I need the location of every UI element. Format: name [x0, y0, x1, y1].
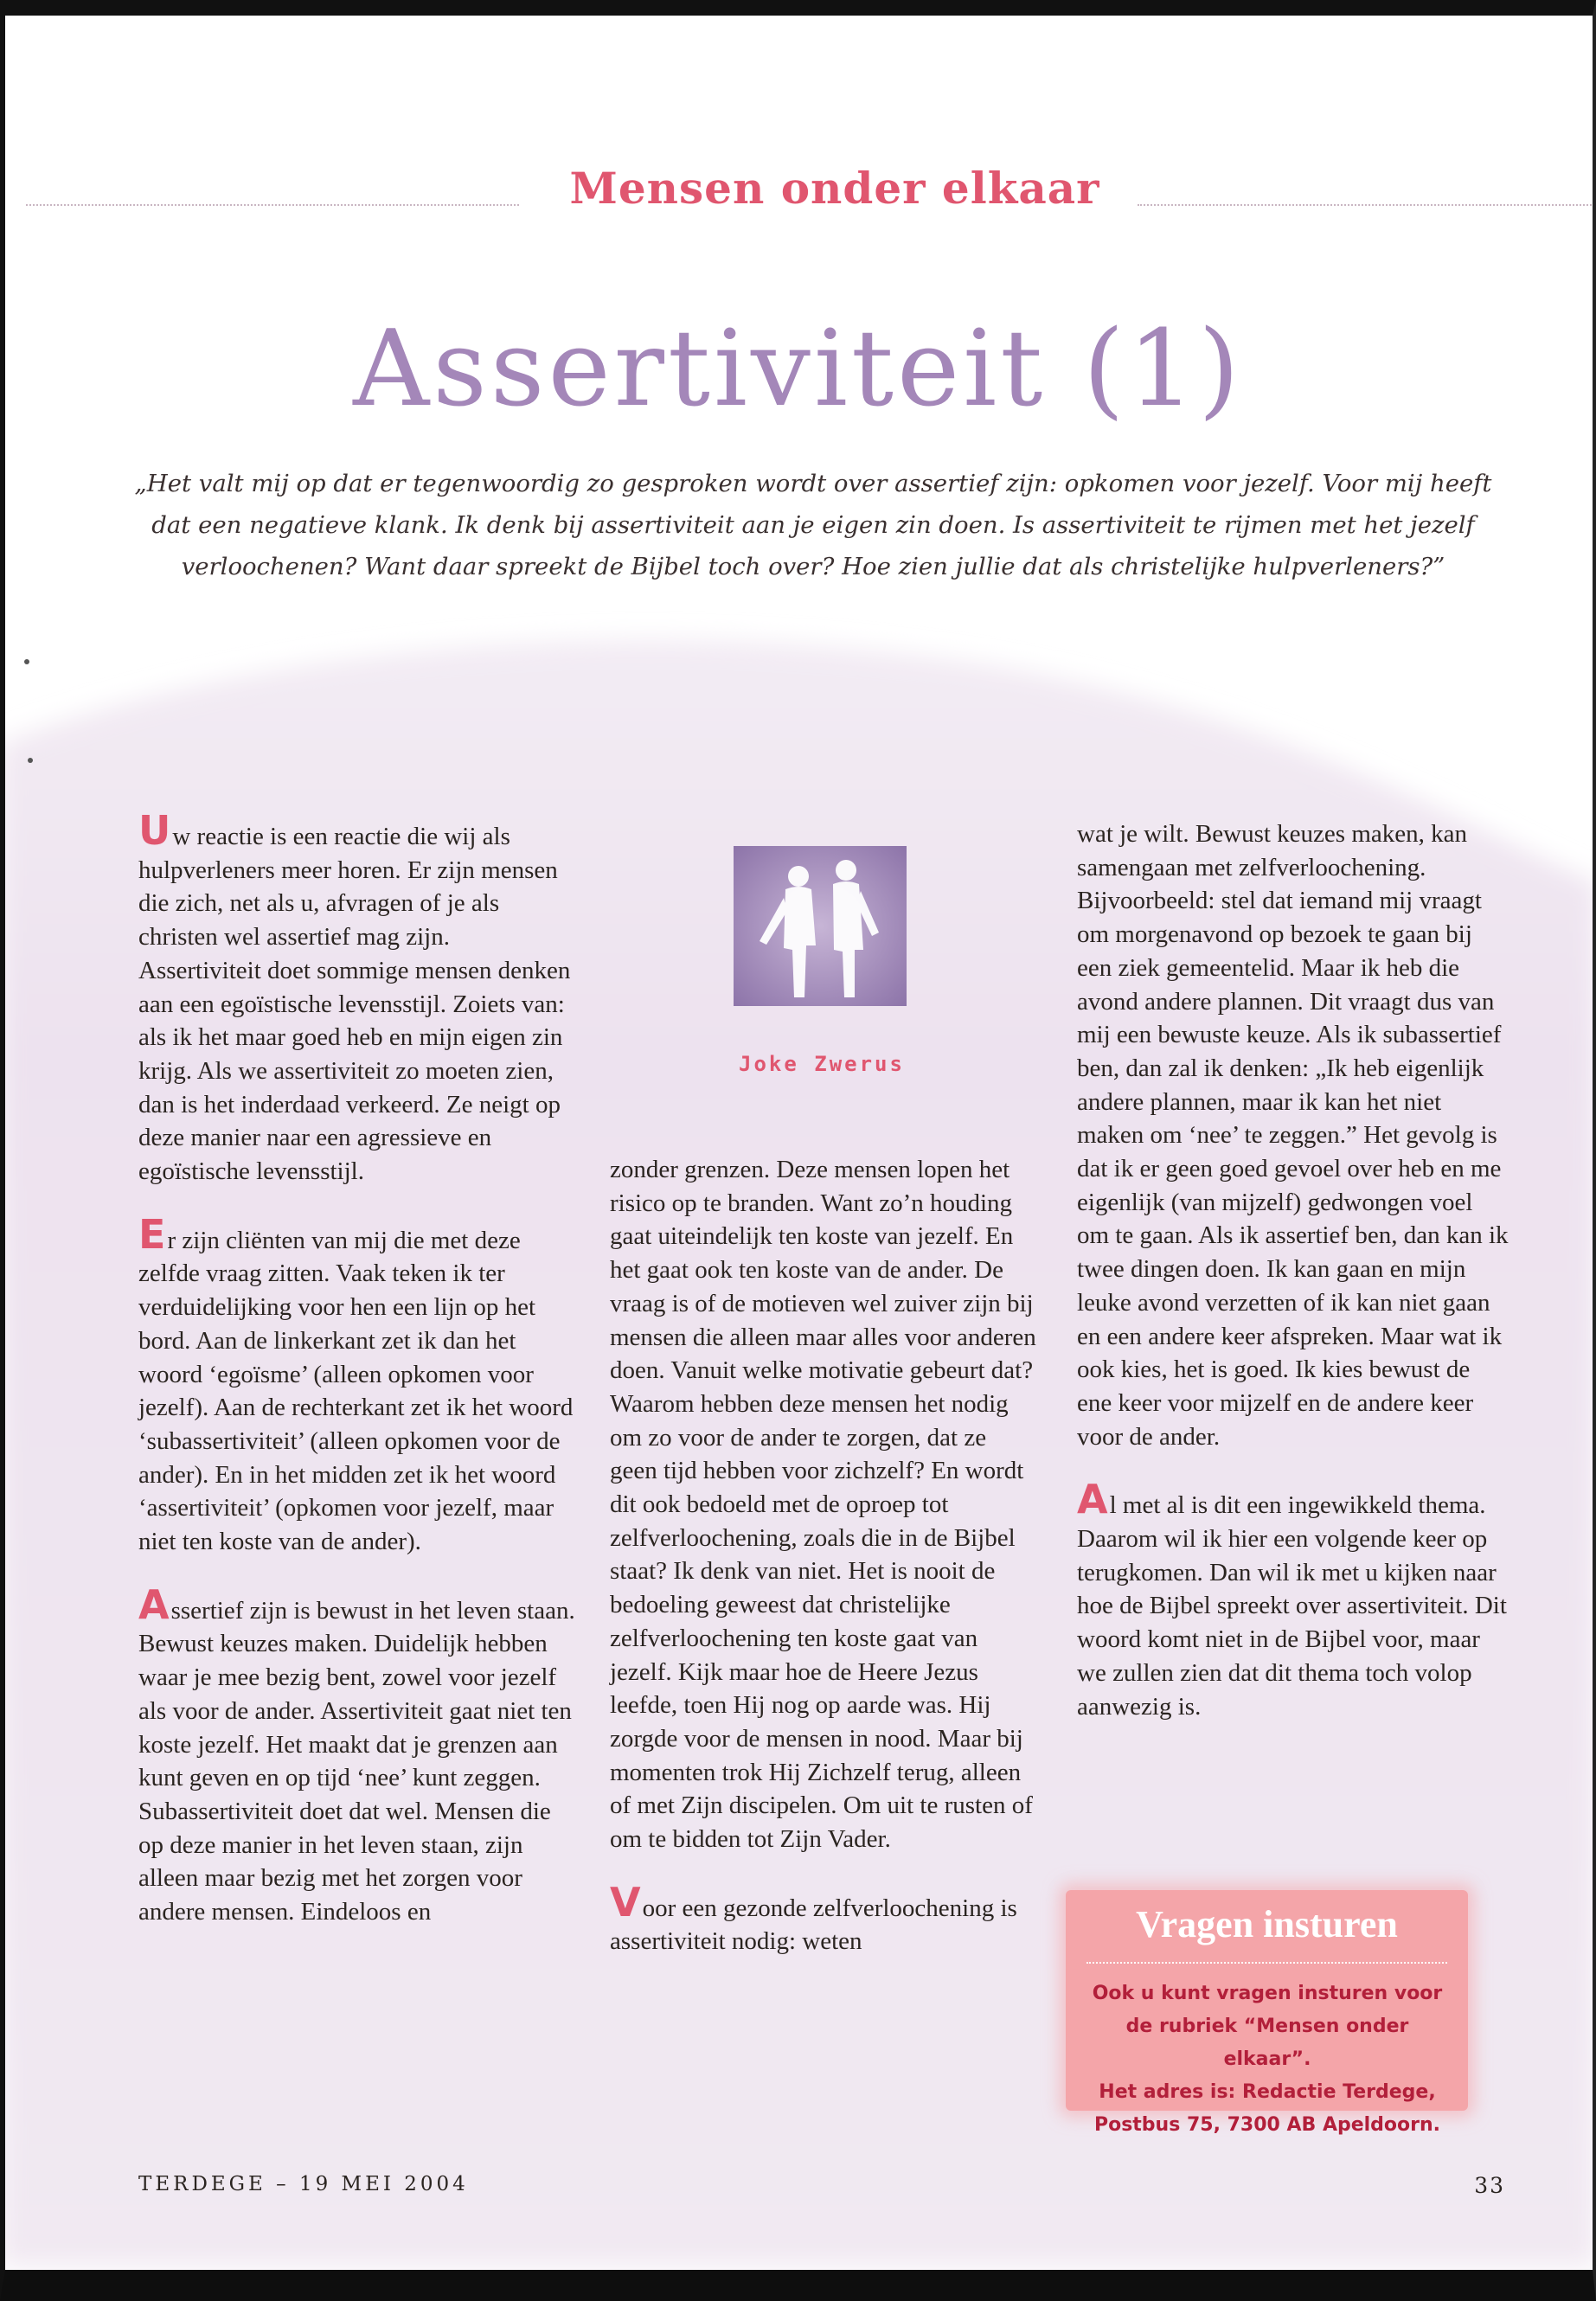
box-dotted-rule — [1086, 1962, 1447, 1964]
paragraph — [138, 807, 575, 1189]
two-figures-illustration-icon — [734, 846, 907, 1006]
box-title: Vragen insturen — [1136, 1903, 1398, 1945]
paragraph-text: ssertief zijn is bewust in het leven staan. Bewust keuzes maken. Duidelijk hebben waar je mee bezig bent, zowel voor jezelf als voor de ander. Assertiviteit gaat niet ten koste jezelf. Het maakt dat je grenzen aan kunt geven en op tijd ‘nee’ kunt zeggen. Subassertiviteit doet dat wel. Mensen die op deze manier in het leven staan, zijn alleen maar bezig met het zorgen voor andere mensen. Eindeloos en — [138, 1596, 575, 1926]
rubric-title: Mensen onder elkaar — [569, 163, 1100, 214]
drop-cap: V — [610, 1878, 641, 1926]
intro-question: „Het valt mij op dat er tegenwoordig zo gesproken wordt over assertief zijn: opkomen voor jezelf. Voor mij heeft dat een negatieve klank. Ik denk bij assertiviteit aan je eigen zin doen. Is assertiviteit te rijmen met het jezelf verloochenen? Want daar spreekt de Bijbel toch over? Hoe zien jullie dat als christelijke hulpverleners?” — [134, 470, 1492, 580]
box-text — [1081, 1977, 1453, 2142]
drop-cap: U — [138, 807, 171, 854]
scan-mark — [28, 758, 33, 763]
footer-publication: TERDEGE – 19 MEI 2004 — [138, 2173, 469, 2195]
paragraph-text: oor een gezonde zelfverloochening is assertiviteit nodig: weten — [610, 1894, 1017, 1956]
box-line: de rubriek “Mensen onder elkaar”. — [1125, 2016, 1409, 2070]
dotted-rule-left — [26, 204, 519, 206]
column-2 — [610, 1153, 1038, 1991]
paragraph — [610, 1878, 1038, 1958]
article-headline: Assertiviteit (1) — [353, 307, 1243, 430]
paragraph-text: zonder grenzen. Deze mensen lopen het risico op te branden. Want zo’n houding gaat uiteindelijk ten koste van jezelf. En het gaat ook ten koste van de ander. De vraag is of de motieven wel zuiver zijn bij mensen die alleen maar alles voor anderen doen. Vanuit welke motivatie gebeurt dat? Waarom hebben deze mensen het nodig om zo voor de ander te zorgen, dat ze geen tijd hebben voor zichzelf? En wordt dit ook bedoeld met de oproep tot zelfverloochening, zoals die in de Bijbel staat? Ik denk van niet. Het is nooit de bedoeling geweest dat christelijke zelfverloochening ten koste gaat van jezelf. Kijk maar hoe de Heere Jezus leefde, toen Hij nog op aarde was. Hij zorgde voor de mensen in nood. Maar bij momenten trok Hij Zichzelf terug, alleen of met Zijn discipelen. Om uit te rusten of om te bidden tot Zijn Vader. — [610, 1156, 1036, 1854]
paragraph-text: wat je wilt. Bewust keuzes maken, kan samengaan met zelfverloochening. Bijvoorbeeld: stel dat iemand mij vraagt om morgenavond op bezoek te gaan bij een ziek gemeentelid. Maar ik heb die avond andere plannen. Dit vraagt dus van mij een bewuste keuze. Als ik subassertief ben, dan zal ik denken: „Ik heb eigenlijk andere plannen, maar ik kan het niet maken om ‘nee’ te zeggen.” Het gevolg is dat ik er geen goed gevoel over heb en me eigenlijk (van mijzelf) gedwongen voel om te gaan. Als ik assertief ben, dan kan ik twee dingen doen. Ik kan gaan en mijn leuke avond verzetten of ik kan niet gaan en een andere keer afspreken. Maar wat ik ook kies, het is goed. Ik kies bewust de ene keer voor mijzelf en de andere keer voor de ander. — [1077, 820, 1509, 1451]
box-line: Ook u kunt vragen insturen voor — [1092, 1983, 1443, 2004]
scan-mark — [24, 659, 29, 664]
paragraph-text: w reactie is een reactie die wij als hulpverleners meer horen. Er zijn mensen die zich, net als u, afvragen of je als christen wel assertief mag zijn. Assertiviteit doet sommige mensen denken aan een egoïstische levensstijl. Zoiets van: als ik het maar goed heb en mijn eigen zin krijg. Als we assertiviteit zo moeten zien, dan is het inderdaad verkeerd. Ze neigt op deze manier naar een agressieve en egoïstische levensstijl. — [138, 823, 571, 1186]
paragraph — [610, 1153, 1038, 1856]
author-name: Joke Zwerus — [739, 1052, 905, 1076]
page-number: 33 — [1474, 2173, 1505, 2198]
paragraph — [1077, 817, 1509, 1453]
column-3 — [1077, 817, 1509, 1756]
paragraph-text: r zijn cliënten van mij die met deze zelfde vraag zitten. Vaak teken ik ter verduidelijking voor hen een lijn op het bord. Aan de linkerkant zet ik dan het woord ‘egoïsme’ (alleen opkomen voor jezelf). Aan de rechterkant zet ik het woord ‘subassertiviteit’ (alleen opkomen voor de ander). En in het midden zet ik het woord ‘assertiviteit’ (opkomen voor jezelf, maar niet ten koste van de ander). — [138, 1226, 574, 1556]
drop-cap: A — [1077, 1476, 1108, 1523]
paragraph-text: l met al is dit een ingewikkeld thema. Daarom wil ik hier een volgende keer op terugkomen. Dan wil ik met u kijken naar hoe de Bijbel spreekt over assertiviteit. Dit woord komt niet in de Bijbel voor, maar we zullen zien dat dit thema toch volop aanwezig is. — [1077, 1491, 1507, 1721]
column-1 — [138, 807, 575, 1962]
paragraph — [138, 1210, 575, 1559]
paragraph — [138, 1580, 575, 1929]
dotted-rule-right — [1138, 204, 1592, 206]
rubric-header — [26, 163, 1592, 223]
submit-questions-box — [1066, 1890, 1468, 2136]
box-line: Postbus 75, 7300 AB Apeldoorn. — [1093, 2114, 1441, 2136]
box-line: Het adres is: Redactie Terdege, — [1099, 2081, 1436, 2103]
drop-cap: E — [138, 1210, 166, 1258]
drop-cap: A — [138, 1580, 170, 1628]
paragraph — [1077, 1476, 1509, 1723]
